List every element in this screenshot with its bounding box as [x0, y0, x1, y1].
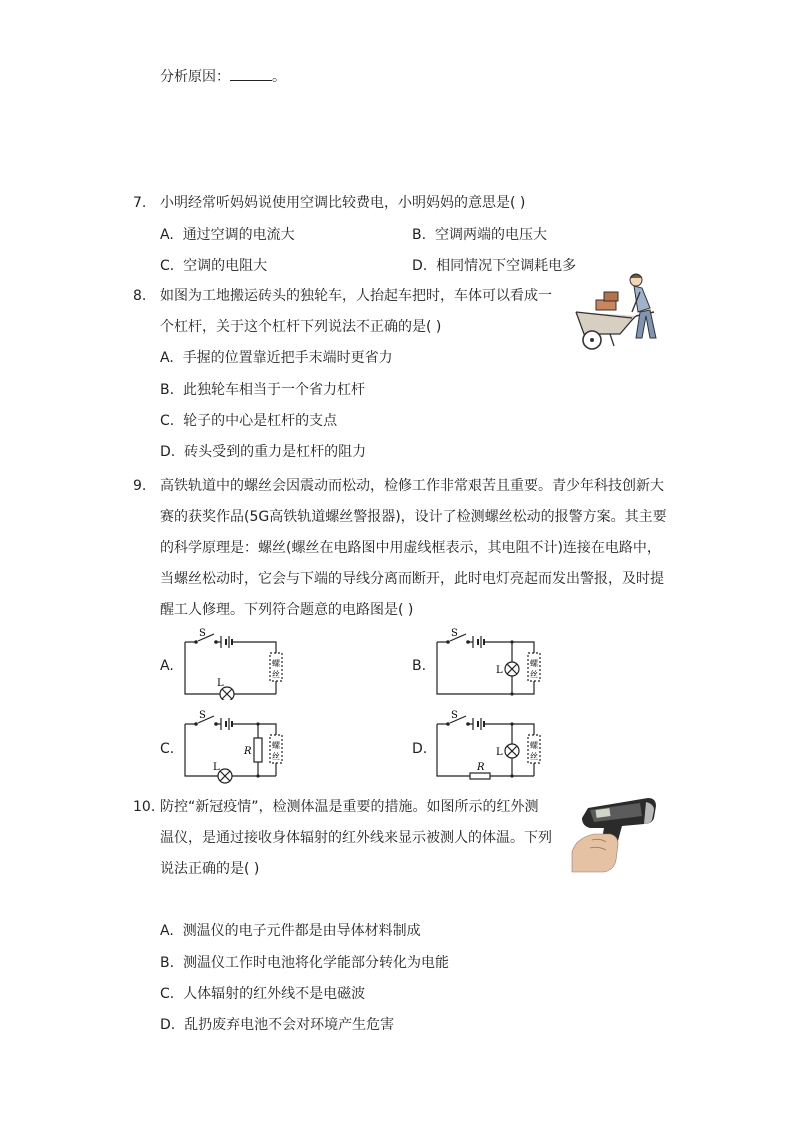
option-letter: C. — [160, 413, 175, 429]
q9-stem-line-5: 醒工人修理。下列符合题意的电路图是( ) — [160, 602, 414, 618]
q7-option-b[interactable] — [412, 225, 547, 245]
q9-number: 9. — [133, 478, 147, 494]
q10-option-a[interactable] — [160, 921, 421, 941]
screw-label-top: 螺 — [272, 659, 280, 668]
option-text: 测温仪的电子元件都是由导体材料制成 — [182, 923, 421, 939]
q8-stem-line-2: 个杠杆，关于这个杠杆下列说法不正确的是( ) — [160, 319, 442, 335]
q10-stem-line-2: 温仪，是通过接收身体辐射的红外线来显示被测人的体温。下列 — [160, 830, 552, 846]
resistor-label: R — [477, 762, 485, 773]
option-letter: D. — [160, 444, 176, 460]
q6-prefix: 分析原因： — [160, 69, 230, 85]
lamp-label: L — [217, 678, 224, 689]
lamp-label: L — [213, 762, 220, 773]
option-letter: A. — [160, 227, 174, 243]
q6-answer-line — [160, 66, 286, 87]
q7-stem: 小明经常听妈妈说使用空调比较费电，小明妈妈的意思是( ) — [160, 195, 526, 211]
screw-label-bottom: 丝 — [530, 752, 538, 761]
circuit-diagram-b[interactable] — [432, 628, 550, 700]
option-letter: D. — [412, 258, 428, 274]
q7-number: 7. — [133, 195, 147, 211]
lamp-label: L — [496, 665, 503, 676]
screw-label-top: 螺 — [530, 741, 538, 750]
q9-stem-line-2: 赛的获奖作品(5G高铁轨道螺丝警报器)，设计了检测螺丝松动的报警方案。其主要 — [160, 509, 667, 525]
q8-number: 8. — [133, 288, 147, 304]
q9-option-a-letter[interactable]: A. — [160, 658, 174, 674]
infrared-thermometer-image — [566, 794, 660, 874]
q10-option-c[interactable] — [160, 984, 365, 1004]
q9-option-b-letter[interactable]: B. — [412, 658, 427, 674]
resistor-label: R — [244, 746, 252, 757]
q9-option-d-letter[interactable]: D. — [412, 741, 428, 757]
circuit-diagram-a[interactable] — [180, 628, 298, 700]
q6-suffix: 。 — [272, 69, 286, 85]
lamp-label: L — [496, 747, 503, 758]
q8-option-b[interactable] — [160, 380, 365, 400]
q10-option-b[interactable] — [160, 953, 449, 973]
switch-label: S — [451, 710, 458, 721]
q7-option-c[interactable] — [160, 256, 267, 276]
option-letter: D. — [160, 1017, 176, 1033]
option-text: 乱扔废弃电池不会对环境产生危害 — [184, 1017, 395, 1033]
q7-option-a[interactable] — [160, 225, 295, 245]
option-text: 砖头受到的重力是杠杆的阻力 — [184, 444, 367, 460]
wheelbarrow-figure — [570, 272, 662, 352]
q8-option-c[interactable] — [160, 411, 337, 431]
q10-number: 10. — [133, 799, 156, 815]
q8-option-a[interactable] — [160, 348, 393, 368]
screw-label-top: 螺 — [272, 741, 280, 750]
q10-option-d[interactable] — [160, 1015, 394, 1035]
switch-label: S — [199, 710, 206, 721]
option-text: 相同情况下空调耗电多 — [436, 258, 577, 274]
option-letter: B. — [412, 227, 427, 243]
option-letter: B. — [160, 955, 175, 971]
screw-label-bottom: 丝 — [530, 670, 538, 679]
option-text: 此独轮车相当于一个省力杠杆 — [182, 382, 365, 398]
q8-option-d[interactable] — [160, 442, 366, 462]
q10-stem-line-1: 防控“新冠疫情”，检测体温是重要的措施。如图所示的红外测 — [160, 799, 539, 815]
q9-option-c-letter[interactable]: C. — [160, 741, 175, 757]
q9-stem-line-1: 高铁轨道中的螺丝会因震动而松动，检修工作非常艰苦且重要。青少年科技创新大 — [160, 478, 664, 494]
option-text: 人体辐射的红外线不是电磁波 — [183, 986, 366, 1002]
switch-label: S — [199, 628, 206, 639]
q10-stem-line-3: 说法正确的是( ) — [160, 861, 260, 877]
switch-label: S — [451, 628, 458, 639]
option-text: 空调两端的电压大 — [434, 227, 547, 243]
option-text: 轮子的中心是杠杆的支点 — [183, 413, 338, 429]
option-text: 空调的电阻大 — [183, 258, 268, 274]
screw-label-top: 螺 — [530, 659, 538, 668]
screw-label-bottom: 丝 — [272, 670, 280, 679]
option-letter: C. — [160, 258, 175, 274]
option-letter: B. — [160, 382, 175, 398]
option-letter: A. — [160, 923, 174, 939]
option-text: 通过空调的电流大 — [182, 227, 295, 243]
q8-stem-line-1: 如图为工地搬运砖头的独轮车，人抬起车把时，车体可以看成一 — [160, 288, 552, 304]
q7-option-d[interactable] — [412, 256, 576, 276]
answer-blank[interactable] — [230, 66, 272, 81]
option-text: 测温仪工作时电池将化学能部分转化为电能 — [182, 955, 449, 971]
option-letter: A. — [160, 350, 174, 366]
circuit-diagram-d[interactable] — [432, 710, 550, 784]
option-text: 手握的位置靠近把手末端时更省力 — [182, 350, 393, 366]
option-letter: C. — [160, 986, 175, 1002]
screw-label-bottom: 丝 — [272, 752, 280, 761]
q9-stem-line-3: 的科学原理是：螺丝(螺丝在电路图中用虚线框表示，其电阻不计)连接在电路中， — [160, 540, 661, 556]
q9-stem-line-4: 当螺丝松动时，它会与下端的导线分离而断开，此时电灯亮起而发出警报，及时提 — [160, 571, 664, 587]
circuit-diagram-c[interactable] — [180, 710, 298, 784]
